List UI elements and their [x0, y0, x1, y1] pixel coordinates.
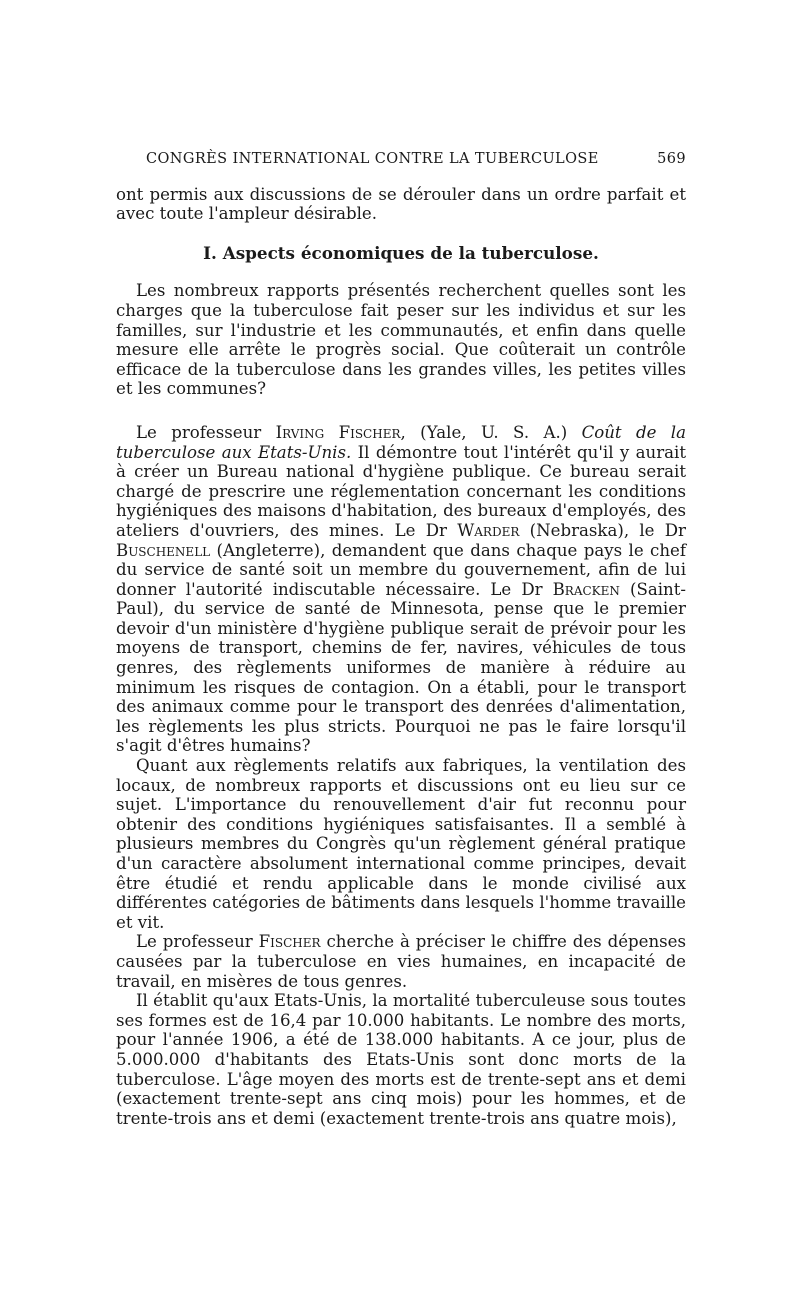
- intro-paragraph: ont permis aux discussions de se dérouler dans un ordre parfait et avec toute l'ampleur désirable.: [116, 184, 686, 224]
- report-title: Coût de la tuberculose aux Etats-Unis.: [116, 422, 686, 462]
- text-run: (Saint-Paul), du service de santé de Minnesota, pense que le premier devoir d'un ministère d'hygiène publique serait de prévoir pour les moyens de transport, chemins de fer, navires, véhicules de tous genres, des règlements uniformes de manière à réduire au minimum les risques de contagion. On a établi, pour le transport des animaux comme pour le transport des denrées d'alimentation, les règlements les plus stricts. Pourquoi ne pas le faire lorsqu'il s'agit d'êtres humains?: [116, 579, 686, 756]
- paragraph-fischer: [116, 423, 686, 756]
- text-run: , (Yale, U. S. A.): [400, 422, 582, 442]
- text-run: cherche à préciser le chiffre des dépenses causées par la tuberculose en vies humaines, en incapacité de travail, en misères de tous genres.: [116, 932, 686, 991]
- section-heading: I. Aspects économiques de la tuberculose.: [203, 242, 599, 263]
- author-name: Bracken: [552, 579, 620, 599]
- paragraph-rapports: Les nombreux rapports présentés recherchent quelles sont les charges que la tuberculose fait peser sur les individus et sur les familles, sur l'industrie et les communautés, et enfin dans quelle mesure elle arrête le progrès social. Que coûterait un contrôle efficace de la tuberculose dans les grandes villes, les petites villes et les communes?: [116, 281, 686, 399]
- running-title: CONGRÈS INTERNATIONAL CONTRE LA TUBERCULOSE: [146, 151, 599, 167]
- author-name: Warder: [457, 520, 520, 540]
- paragraph-depenses: [116, 932, 686, 991]
- running-header: [146, 150, 686, 170]
- text-run: (Angleterre), demandent que dans chaque pays le chef du service de santé soit un membre du gouvernement, afin de lui donner l'autorité indiscutable nécessaire. Le Dr: [116, 540, 686, 599]
- text-run: Le professeur: [136, 422, 276, 442]
- text-run: Il démontre tout l'intérêt qu'il y aurait à créer un Bureau national d'hygiène publique. Ce bureau serait chargé de prescrire une réglementation concernant les conditions hygiéniques des maisons d'habitation, des bureaux d'employés, des ateliers d'ouvriers, des mines. Le Dr: [116, 442, 686, 540]
- author-name: Buschenell: [116, 540, 211, 560]
- author-name: Irving Fischer: [275, 422, 401, 442]
- paragraph-fabriques: Quant aux règlements relatifs aux fabriques, la ventilation des locaux, de nombreux rapports et discussions ont eu lieu sur ce sujet. L'importance du renouvellement d'air fut reconnu pour obtenir des conditions hygiéniques satisfaisantes. Il a semblé à plusieurs membres du Congrès qu'un règlement général pratique d'un caractère absolument international comme principes, devait être étudié et rendu applicable dans le monde civilisé aux différentes catégories de bâtiments dans lesquels l'homme travaille et vit.: [116, 756, 686, 932]
- page-number: 569: [657, 151, 686, 167]
- author-name: Fischer: [258, 932, 321, 952]
- text-run: (Nebraska), le Dr: [519, 520, 686, 540]
- text-run: Le professeur: [136, 932, 259, 952]
- paragraph-mortalite: Il établit qu'aux Etats-Unis, la mortalité tuberculeuse sous toutes ses formes est de 16,4 par 10.000 habitants. Le nombre des morts, pour l'année 1906, a été de 138.000 habitants. A ce jour, plus de 5.000.000 d'habitants des Etats-Unis sont donc morts de la tuberculose. L'âge moyen des morts est de trente-sept ans et demi (exactement trente-sept ans cinq mois) pour les hommes, et de trente-trois ans et demi (exactement trente-trois ans quatre mois),: [116, 991, 686, 1128]
- document-page: [116, 150, 686, 1128]
